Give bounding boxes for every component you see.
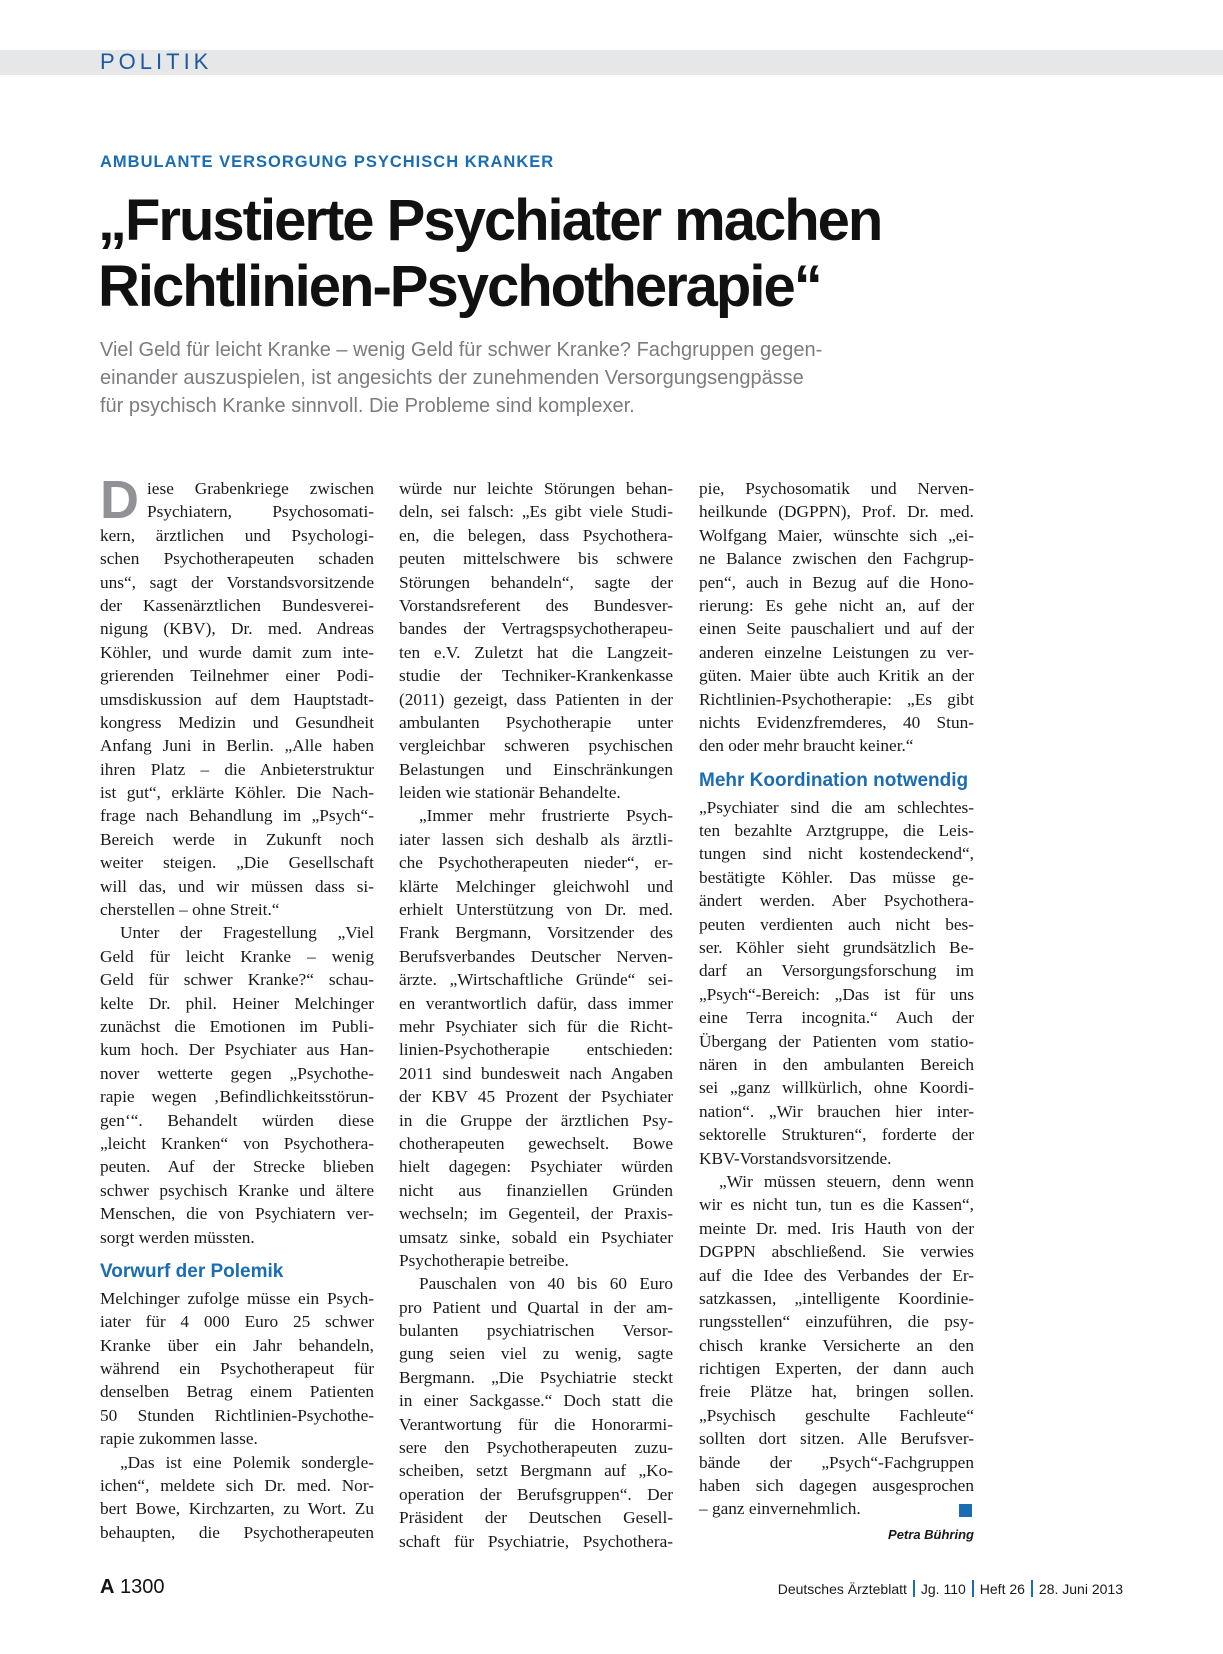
text-line: heilkunde (DGPPN), Prof. Dr. med. bbox=[699, 502, 974, 522]
text-line: in die Gruppe der ärztlichen Psy- bbox=[399, 1110, 673, 1130]
paragraph-4 bbox=[100, 1451, 374, 1545]
page-prefix: A bbox=[100, 1576, 115, 1598]
text-line: kongress Medizin und Gesundheit bbox=[100, 712, 374, 732]
text-line: peuten. Auf der Strecke blieben bbox=[100, 1157, 374, 1177]
text-line: „Immer mehr frustrierte Psych- bbox=[419, 806, 673, 826]
publication-footer bbox=[778, 1580, 1123, 1597]
paragraph-3 bbox=[100, 1287, 374, 1451]
text-line: nation“. „Wir brauchen hier inter- bbox=[699, 1101, 974, 1121]
text-line: ichen“, meldete sich Dr. med. Nor- bbox=[100, 1476, 374, 1496]
text-line: richtigen Experten, der dann auch bbox=[699, 1359, 974, 1379]
text-line: scheiben, setzt Bergmann auf „Ko- bbox=[399, 1461, 673, 1481]
text-line: „leicht Kranken“ von Psychothera- bbox=[100, 1133, 374, 1153]
text-line: iese Grabenkriege zwischen bbox=[147, 479, 374, 498]
text-line: iater lassen sich deshalb als ärztli- bbox=[399, 829, 673, 849]
text-line: umsatz sinke, sobald ein Psychiater bbox=[399, 1227, 673, 1247]
text-line: KBV-Vorstandsvorsitzende. bbox=[699, 1148, 892, 1168]
text-line: Präsident der Deutschen Gesell- bbox=[399, 1508, 673, 1528]
issue: Heft 26 bbox=[979, 1581, 1025, 1597]
text-line: meinte Dr. med. Iris Hauth von der bbox=[699, 1218, 974, 1238]
text-line: Köhler, und wurde damit zum inte- bbox=[100, 642, 374, 662]
text-line: schen Psychotherapeuten schaden bbox=[100, 549, 374, 569]
text-column-1 bbox=[100, 470, 374, 1544]
text-line: Bereich werde in Zukunft noch bbox=[100, 829, 374, 849]
text-line: en, die belegen, dass Psychothera- bbox=[399, 525, 673, 545]
text-line: der Kassenärztlichen Bundesverei- bbox=[100, 595, 374, 615]
text-line: wechseln; im Gegenteil, der Praxis- bbox=[399, 1204, 673, 1224]
last-line-wrapper bbox=[699, 1497, 974, 1520]
text-line: Psychiatern, Psychosomati- bbox=[147, 502, 374, 522]
text-line: weiter steigen. „Die Gesellschaft bbox=[100, 853, 374, 873]
text-line: Verantwortung für die Honorarmi- bbox=[399, 1414, 673, 1434]
text-line: frage nach Behandlung im „Psych“- bbox=[100, 806, 374, 826]
text-line: schwer psychisch Kranke und ältere bbox=[100, 1180, 374, 1200]
text-line: vergleichbar schweren psychischen bbox=[399, 736, 673, 756]
text-line: nicht aus finanziellen Gründen bbox=[399, 1180, 673, 1200]
page-number-value: 1300 bbox=[120, 1576, 165, 1598]
text-line: in einer Sackgasse.“ Doch statt die bbox=[399, 1391, 673, 1411]
text-line: kern, ärztlichen und Psychologi- bbox=[100, 525, 374, 545]
text-line: schaft für Psychiatrie, Psychothera- bbox=[399, 1531, 673, 1551]
text-line: peuten mittelschwere bis schwere bbox=[399, 549, 673, 569]
text-line: „Wir müssen steuern, denn wenn bbox=[719, 1171, 974, 1191]
text-line: pro Patient und Quartal in der am- bbox=[399, 1297, 673, 1317]
text-line: bandes der Vertragspsychotherapeu- bbox=[399, 619, 673, 639]
paragraph-lines bbox=[100, 470, 374, 921]
article-headline bbox=[98, 188, 1138, 320]
end-of-article-mark bbox=[959, 1504, 972, 1517]
text-line: gen‘“. Behandelt würden diese bbox=[100, 1110, 374, 1130]
text-line: denselben Betrag einem Patienten bbox=[100, 1382, 374, 1402]
text-line: haben sich dagegen ausgesprochen bbox=[699, 1476, 974, 1496]
text-line: ne Balance zwischen den Fachgrup- bbox=[699, 549, 974, 569]
text-line: peuten verdienten auch nicht bes- bbox=[699, 914, 974, 934]
text-line: Vorstandsreferent des Bundesver- bbox=[399, 595, 673, 615]
issue-date: 28. Juni 2013 bbox=[1038, 1581, 1123, 1597]
text-line: tungen sind nicht kostendeckend“, bbox=[699, 844, 974, 864]
text-line: nover wetterte gegen „Psychothe- bbox=[100, 1063, 374, 1083]
text-line: hielt dagegen: Psychiater würden bbox=[399, 1157, 673, 1177]
publication-name: Deutsches Ärzteblatt bbox=[777, 1581, 907, 1597]
lede-line: Viel Geld für leicht Kranke – wenig Geld für schwer Kranke? Fachgruppen gegen- bbox=[100, 339, 823, 361]
text-line: pen“, auch in Bezug auf die Hono- bbox=[699, 572, 974, 592]
text-line: „Das ist eine Polemik sondergle- bbox=[120, 1452, 374, 1472]
text-line: Wolfgang Maier, wünschte sich „ei- bbox=[699, 525, 974, 545]
text-line: klärte Melchinger gleichwohl und bbox=[399, 876, 673, 896]
section-label: POLITIK bbox=[100, 49, 213, 74]
text-column-3 bbox=[699, 477, 974, 1542]
subheading: Vorwurf der Polemik bbox=[100, 1260, 284, 1282]
paragraph-2 bbox=[100, 921, 374, 1248]
text-line: sollten dort sitzen. Alle Berufsver- bbox=[699, 1429, 974, 1449]
text-line: grierenden Teilnehmer einer Podi- bbox=[100, 666, 374, 686]
text-line: kum hoch. Der Psychiater aus Han- bbox=[100, 1040, 374, 1060]
text-line: auf die Idee des Verbandes der Er- bbox=[699, 1265, 974, 1285]
text-line: Berufsverbandes Deutscher Nerven- bbox=[399, 946, 673, 966]
text-line: rierung: Es gehe nicht an, auf der bbox=[699, 595, 974, 615]
text-line: Melchinger zufolge müsse ein Psych- bbox=[100, 1288, 374, 1308]
text-line: sere den Psychotherapeuten zuzu- bbox=[399, 1438, 673, 1458]
paragraph-2 bbox=[399, 804, 673, 1272]
paragraph-3 bbox=[699, 1170, 974, 1521]
text-line: Unter der Fragestellung „Viel bbox=[120, 923, 374, 943]
text-line: Übergang der Patienten vom statio- bbox=[699, 1031, 974, 1051]
text-line: einen Seite pauschaliert und auf der bbox=[699, 619, 974, 639]
text-line: nigung (KBV), Dr. med. Andreas bbox=[100, 619, 374, 639]
text-line: chotherapeuten gewechselt. Bowe bbox=[399, 1133, 673, 1153]
text-line: Bergmann. „Die Psychiatrie steckt bbox=[399, 1367, 673, 1387]
text-line: uns“, sagt der Vorstandsvorsitzende bbox=[100, 572, 374, 592]
text-line: freie Plätze hat, bringen sollen. bbox=[699, 1382, 974, 1402]
text-line: – ganz einvernehmlich. bbox=[699, 1499, 861, 1519]
text-line: 50 Stunden Richtlinien-Psychothe- bbox=[100, 1405, 374, 1425]
text-line: leiden wie stationär Behandelte. bbox=[399, 783, 621, 803]
footer-separator bbox=[972, 1580, 974, 1597]
text-line: pie, Psychosomatik und Nerven- bbox=[699, 479, 974, 498]
text-line: „Psychiater sind die am schlechtes- bbox=[699, 797, 974, 817]
text-line: Richtlinien-Psychotherapie: „Es gibt bbox=[699, 689, 974, 709]
drop-cap: D bbox=[100, 470, 139, 530]
paragraph-1 bbox=[699, 477, 974, 758]
text-line: satzkassen, „intelligente Koordinie- bbox=[699, 1288, 974, 1308]
text-line: während ein Psychotherapeut für bbox=[100, 1359, 374, 1379]
text-line: bert Bowe, Kirchzarten, zu Wort. Zu bbox=[100, 1499, 374, 1519]
text-line: operation der Berufsgruppen“. Der bbox=[399, 1484, 673, 1504]
text-line: Pauschalen von 40 bis 60 Euro bbox=[419, 1274, 673, 1294]
text-line: sektorelle Strukturen“, forderte der bbox=[699, 1125, 974, 1145]
text-line: „Psych“-Bereich: „Das ist für uns bbox=[699, 984, 974, 1004]
text-line: bulanten psychiatrischen Versor- bbox=[399, 1321, 673, 1341]
text-line: den oder mehr braucht keiner.“ bbox=[699, 736, 914, 756]
text-line: sei „ganz willkürlich, ohne Koordi- bbox=[699, 1078, 974, 1098]
text-line: erhielt Unterstützung von Dr. med. bbox=[399, 900, 673, 920]
text-line: anderen einzelne Leistungen zu ver- bbox=[699, 642, 974, 662]
footer-separator bbox=[1031, 1580, 1033, 1597]
text-line: iater für 4 000 Euro 25 schwer bbox=[100, 1312, 374, 1332]
text-line: umsdiskussion auf dem Hauptstadt- bbox=[100, 689, 374, 709]
text-line: DGPPN abschließend. Sie verwies bbox=[699, 1242, 974, 1262]
text-line: ist gut“, erklärte Köhler. Die Nach- bbox=[100, 783, 374, 803]
text-line: Frank Bergmann, Vorsitzender des bbox=[399, 923, 673, 943]
text-line: en verantwortlich dafür, dass immer bbox=[399, 993, 673, 1013]
text-line: studie der Techniker-Krankenkasse bbox=[399, 666, 673, 686]
lede-line: für psychisch Kranke sinnvoll. Die Probleme sind komplexer. bbox=[100, 395, 635, 417]
text-line: rungsstellen“ einzuführen, die psy- bbox=[699, 1312, 974, 1332]
text-column-2 bbox=[399, 477, 673, 1553]
article-kicker: AMBULANTE VERSORGUNG PSYCHISCH KRANKER bbox=[100, 153, 555, 171]
author-byline: Petra Bühring bbox=[888, 1526, 974, 1542]
text-line: bestätigte Köhler. Das müsse ge- bbox=[699, 867, 974, 887]
text-line: nären in den ambulanten Bereich bbox=[699, 1054, 974, 1074]
text-line: ambulanten Psychotherapie unter bbox=[399, 712, 673, 732]
paragraph-2 bbox=[699, 796, 974, 1170]
text-line: ändert werden. Aber Psychothera- bbox=[699, 891, 974, 911]
text-line: sorgt werden müssten. bbox=[100, 1227, 255, 1247]
page-number bbox=[100, 1576, 165, 1599]
text-line: cherstellen – ohne Streit.“ bbox=[100, 900, 280, 920]
text-line: eine Terra incognita.“ Auch der bbox=[699, 1008, 974, 1028]
text-line: Geld für schwer Kranke?“ schau- bbox=[100, 970, 374, 990]
text-line: linien-Psychotherapie entschieden: bbox=[399, 1040, 673, 1060]
text-line: darf an Versorgungsforschung im bbox=[699, 961, 974, 981]
text-line: deln, sei falsch: „Es gibt viele Studi- bbox=[399, 502, 673, 522]
text-line: Psychotherapie betreibe. bbox=[399, 1250, 569, 1270]
text-line: (2011) gezeigt, dass Patienten in der bbox=[399, 689, 673, 709]
text-line: der KBV 45 Prozent der Psychiater bbox=[399, 1087, 673, 1107]
text-line: che Psychotherapeuten nieder“, er- bbox=[399, 853, 673, 873]
text-line: rapie wegen ‚Befindlichkeitsstörun- bbox=[100, 1087, 374, 1107]
text-line: Menschen, die von Psychiatern ver- bbox=[100, 1204, 374, 1224]
text-line: wir es nicht tun, tun es die Kassen“, bbox=[699, 1195, 974, 1215]
footer-separator bbox=[913, 1580, 915, 1597]
paragraph-3 bbox=[399, 1272, 673, 1553]
paragraph-1 bbox=[399, 477, 673, 804]
text-line: behaupten, die Psychotherapeuten bbox=[100, 1522, 374, 1542]
text-line: Geld für leicht Kranke – wenig bbox=[100, 946, 374, 966]
text-line: ser. Köhler sieht grundsätzlich Be- bbox=[699, 938, 974, 958]
text-line: chisch kranke Versicherte an den bbox=[699, 1335, 974, 1355]
text-line: güten. Maier übte auch Kritik an der bbox=[699, 666, 974, 686]
text-line: bände der „Psych“-Fachgruppen bbox=[699, 1452, 974, 1472]
text-line: zunächst die Emotionen im Publi- bbox=[100, 1016, 374, 1036]
text-line: Belastungen und Einschränkungen bbox=[399, 759, 673, 779]
text-line: mehr Psychiater sich für die Richt- bbox=[399, 1016, 673, 1036]
headline-line: Richtlinien-Psychotherapie“ bbox=[98, 254, 821, 319]
text-line: Anfang Juni in Berlin. „Alle haben bbox=[100, 736, 374, 756]
text-line: Kranke über ein Jahr behandeln, bbox=[100, 1335, 374, 1355]
headline-line: „Frustierte Psychiater machen bbox=[98, 188, 882, 253]
text-line: rapie zukommen lasse. bbox=[100, 1429, 258, 1449]
text-line: ihren Platz – die Anbieterstruktur bbox=[100, 759, 374, 779]
text-line: will das, und wir müssen dass si- bbox=[100, 876, 374, 896]
text-line: „Psychisch geschulte Fachleute“ bbox=[699, 1405, 974, 1425]
text-line: ten bezahlte Arztgruppe, die Leis- bbox=[699, 821, 974, 841]
paragraph-1 bbox=[100, 470, 374, 921]
text-line: würde nur leichte Störungen behan- bbox=[399, 479, 673, 498]
volume: Jg. 110 bbox=[920, 1581, 966, 1597]
subheading: Mehr Koordination notwendig bbox=[699, 769, 969, 791]
lede-line: einander auszuspielen, ist angesichts der zunehmenden Versorgungsengpässe bbox=[100, 367, 804, 389]
text-line: ärzte. „Wirtschaftliche Gründe“ sei- bbox=[399, 970, 673, 990]
text-line: nichts Evidenzfremderes, 40 Stun- bbox=[699, 712, 974, 732]
text-line: kelte Dr. phil. Heiner Melchinger bbox=[100, 993, 374, 1013]
article-lede bbox=[100, 336, 1050, 420]
text-line: Störungen behandeln“, sagte der bbox=[399, 572, 673, 592]
text-line: 2011 sind bundesweit nach Angaben bbox=[399, 1063, 673, 1083]
text-line: ten e.V. Zuletzt hat die Langzeit- bbox=[399, 642, 673, 662]
text-line: gung seien viel zu wenig, sagte bbox=[399, 1344, 673, 1364]
